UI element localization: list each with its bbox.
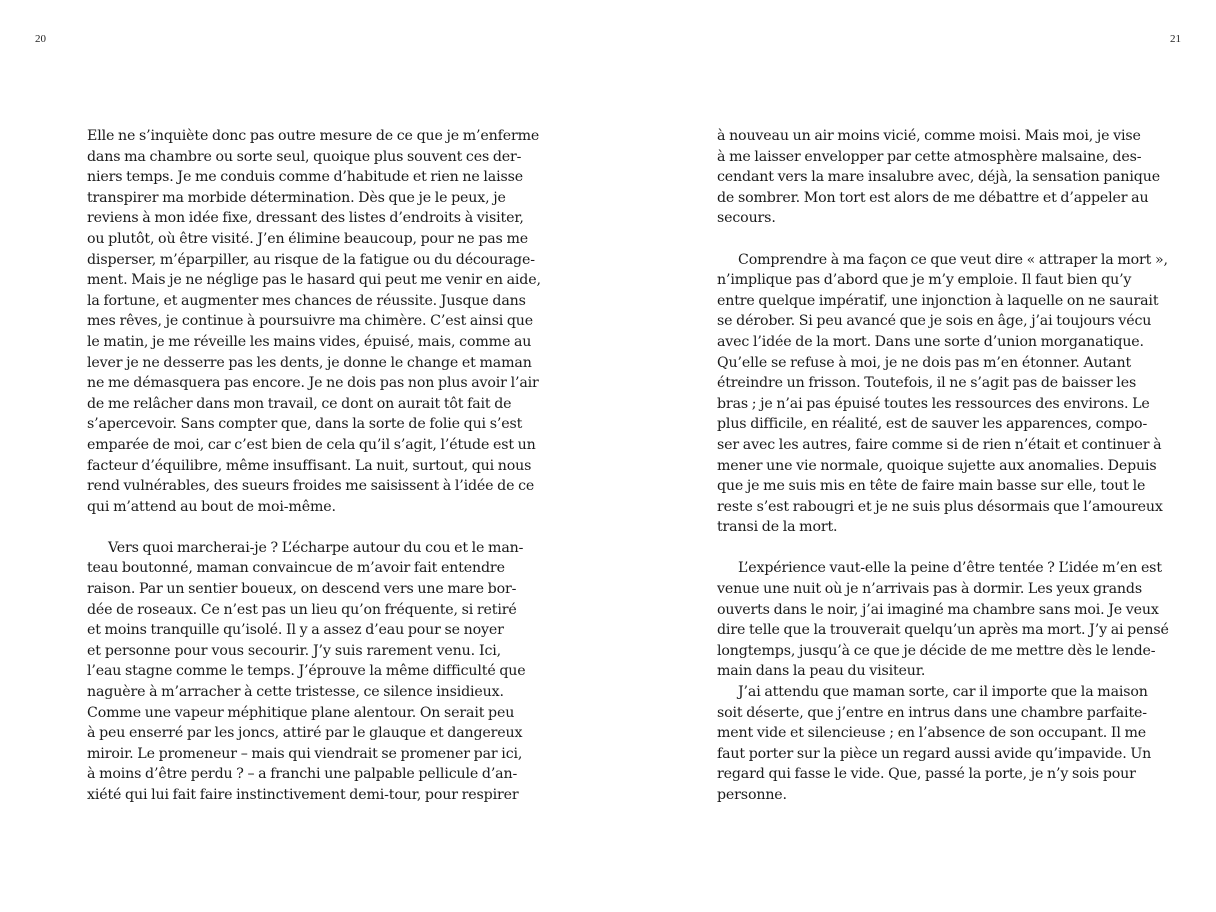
- text-line: main dans la peau du visiteur.: [717, 663, 926, 680]
- text-line: l’eau stagne comme le temps. J’éprouve la même difficulté que: [87, 663, 526, 680]
- text-line: et personne pour vous secourir. J’y suis rarement venu. Ici,: [87, 642, 501, 659]
- text-line: que je me suis mis en tête de faire main basse sur elle, tout le: [717, 478, 1146, 495]
- text-line: s’apercevoir. Sans compter que, dans la sorte de folie qui s’est: [87, 416, 523, 433]
- text-line: longtemps, jusqu’à ce que je décide de me mettre dès le lende-: [717, 642, 1156, 659]
- text-line: de sombrer. Mon tort est alors de me débattre et d’appeler au: [717, 189, 1149, 206]
- text-line: à moins d’être perdu ? – a franchi une palpable pellicule d’an-: [87, 766, 518, 783]
- text-line: transpirer ma morbide détermination. Dès que je le peux, je: [87, 189, 506, 206]
- text-line: soit déserte, que j’entre en intrus dans une chambre parfaite-: [717, 704, 1147, 721]
- paragraph-gap: [87, 517, 501, 538]
- text-line: disperser, m’éparpiller, au risque de la fatigue ou du décourage-: [87, 251, 535, 268]
- page-number-right: 21: [1170, 33, 1181, 45]
- text-line: à me laisser envelopper par cette atmosphère malsaine, des-: [717, 148, 1142, 165]
- text-line: le matin, je me réveille les mains vides, épuisé, mais, comme au: [87, 333, 532, 350]
- paragraph-gap: [717, 229, 1131, 250]
- text-line: dire telle que la trouverait quelqu’un après ma mort. J’y ai pensé: [717, 622, 1169, 639]
- text-line: emparée de moi, car c’est bien de cela qu’il s’agit, l’étude est un: [87, 436, 536, 453]
- text-line: mener une vie normale, quoique sujette aux anomalies. Depuis: [717, 457, 1157, 474]
- text-line: plus difficile, en réalité, est de sauver les apparences, compo-: [717, 416, 1148, 433]
- page-number-left: 20: [35, 33, 46, 45]
- text-line: faut porter sur la pièce un regard aussi avide qu’impavide. Un: [717, 745, 1152, 762]
- text-line: ment vide et silencieuse ; en l’absence de son occupant. Il me: [717, 725, 1147, 742]
- text-line: dans ma chambre ou sorte seul, quoique plus souvent ces der-: [87, 148, 522, 165]
- text-line: venue une nuit où je n’arrivais pas à dormir. Les yeux grands: [717, 581, 1142, 598]
- text-line: Qu’elle se refuse à moi, je ne dois pas m’en étonner. Autant: [717, 354, 1131, 371]
- text-line: et moins tranquille qu’isolé. Il y a assez d’eau pour se noyer: [87, 622, 504, 639]
- text-line: dée de roseaux. Ce n’est pas un lieu qu’on fréquente, si retiré: [87, 601, 517, 618]
- text-line: se dérober. Si peu avancé que je sois en âge, j’ai toujours vécu: [717, 313, 1152, 330]
- text-line: ou plutôt, où être visité. J’en élimine beaucoup, pour ne pas me: [87, 230, 528, 247]
- text-line: de me relâcher dans mon travail, ce dont on aurait tôt fait de: [87, 395, 512, 412]
- text-line: Comme une vapeur méphitique plane alentour. On serait peu: [87, 704, 515, 721]
- text-line: à peu enserré par les joncs, attiré par le glauque et dangereux: [87, 725, 523, 742]
- text-line: cendant vers la mare insalubre avec, déjà, la sensation panique: [717, 169, 1160, 186]
- text-line: miroir. Le promeneur – mais qui viendrait se promener par ici,: [87, 745, 523, 762]
- text-line: personne.: [717, 787, 787, 803]
- text-line: avec l’idée de la mort. Dans une sorte d’union morganatique.: [717, 333, 1144, 350]
- text-line: naguère à m’arracher à cette tristesse, ce silence insidieux.: [87, 684, 504, 701]
- text-line: xiété qui lui fait faire instinctivement demi-tour, pour respirer: [87, 787, 519, 803]
- text-line: facteur d’équilibre, même insuffisant. La nuit, surtout, qui nous: [87, 457, 532, 474]
- text-line: Elle ne s’inquiète donc pas outre mesure de ce que je m’enferme: [87, 128, 540, 144]
- text-line: J’ai attendu que maman sorte, car il importe que la maison: [738, 684, 1148, 701]
- text-line: lever je ne desserre pas les dents, je donne le change et maman: [87, 354, 532, 371]
- text-line: bras ; je n’ai pas épuisé toutes les ressources des environs. Le: [717, 395, 1150, 412]
- text-line: L’expérience vaut-elle la peine d’être tentée ? L’idée m’en est: [738, 560, 1162, 577]
- text-line: la fortune, et augmenter mes chances de réussite. Jusque dans: [87, 292, 526, 309]
- text-line: Comprendre à ma façon ce que veut dire « attraper la mort »,: [738, 251, 1168, 268]
- text-line: entre quelque impératif, une injonction à laquelle on ne saurait: [717, 292, 1159, 309]
- text-line: mes rêves, je continue à poursuivre ma chimère. C’est ainsi que: [87, 313, 534, 330]
- text-line: niers temps. Je me conduis comme d’habitude et rien ne laisse: [87, 169, 523, 186]
- text-line: ouverts dans le noir, j’ai imaginé ma chambre sans moi. Je veux: [717, 601, 1159, 618]
- right-page-text: [717, 126, 1169, 806]
- text-line: à nouveau un air moins vicié, comme moisi. Mais moi, je vise: [717, 128, 1141, 144]
- text-line: regard qui fasse le vide. Que, passé la porte, je n’y sois pour: [717, 766, 1136, 783]
- paragraph-gap: [717, 538, 1131, 559]
- left-page-text: [87, 126, 541, 806]
- text-line: reste s’est rabougri et je ne suis plus désormais que l’amoureux: [717, 498, 1163, 515]
- text-line: raison. Par un sentier boueux, on descend vers une mare bor-: [87, 581, 517, 598]
- text-line: Vers quoi marcherai-je ? L’écharpe autour du cou et le man-: [108, 539, 524, 556]
- text-line: transi de la mort.: [717, 519, 838, 536]
- text-line: rend vulnérables, des sueurs froides me saisissent à l’idée de ce: [87, 478, 535, 495]
- text-line: ne me démasquera pas encore. Je ne dois pas non plus avoir l’air: [87, 375, 539, 392]
- text-line: ment. Mais je ne néglige pas le hasard qui peut me venir en aide,: [87, 272, 541, 289]
- text-line: secours.: [717, 210, 776, 227]
- text-line: teau boutonné, maman convaincue de m’avoir fait entendre: [87, 560, 505, 577]
- text-line: n’implique pas d’abord que je m’y emploie. Il faut bien qu’y: [717, 272, 1132, 289]
- text-line: qui m’attend au bout de moi-même.: [87, 498, 336, 515]
- text-line: reviens à mon idée fixe, dressant des listes d’endroits à visiter,: [87, 210, 524, 227]
- text-line: étreindre un frisson. Toutefois, il ne s’agit pas de baisser les: [717, 375, 1137, 392]
- text-line: ser avec les autres, faire comme si de rien n’était et continuer à: [717, 436, 1162, 453]
